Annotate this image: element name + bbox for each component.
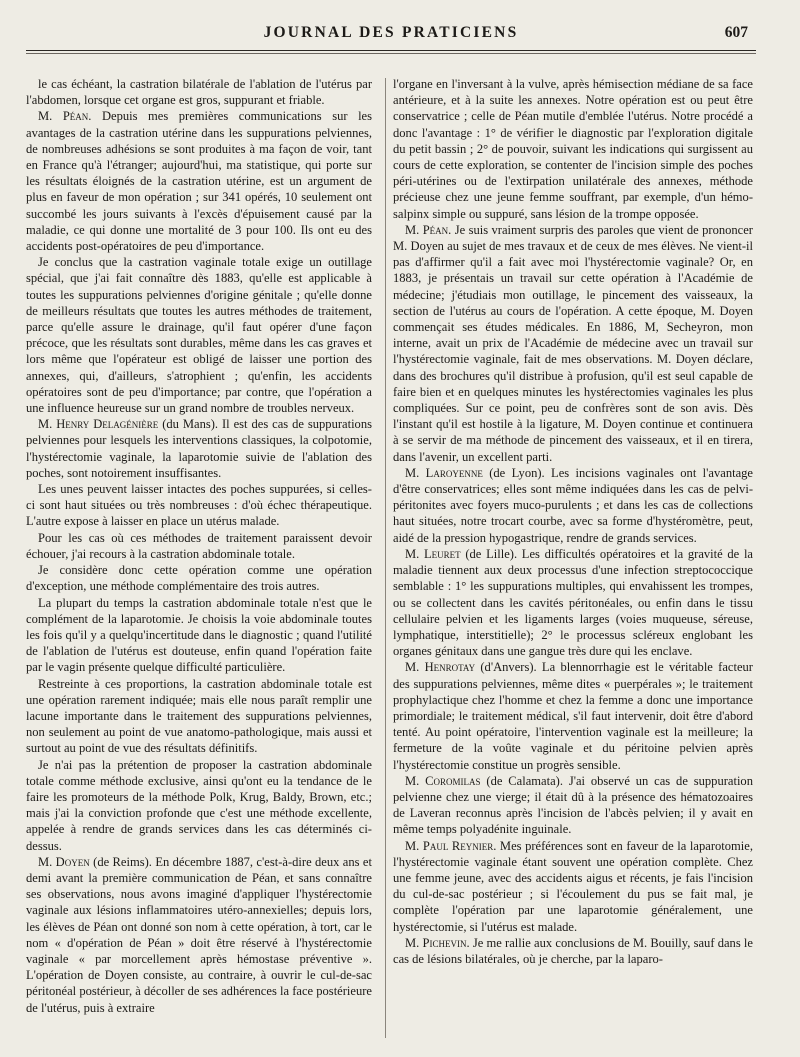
right-column	[393, 76, 753, 967]
paragraph	[393, 773, 753, 838]
paragraph	[393, 222, 753, 465]
paragraph-text: Je conclus que la castration vaginale totale exige un outillage spécial, que j'ai fait connaître dès 1883, qu'elle est applicable à toutes les suppurations pelviennes d'origine génitale ; qu'elle donne de meilleurs résultats que toutes les autres méthodes de traitement, parce qu'elle assure le drainage, qu'il faut opérer d'une façon précoce, que les résultats sont durables, même dans les cas graves et lors même que l'opérateur est obligé de laisser une portion des annexes, qui, d'ailleurs, s'atrophient ; qu'enfin, les accidents opératoires sont de peu d'importance; par contre, que l'opération a une influence heureuse sur un grand nombre de troubles nerveux.	[26, 255, 372, 416]
paragraph-text: le cas échéant, la castration bilatérale de l'ablation de l'utérus par l'abdomen, lorsque cet organe est gros, suppurant et friable.	[26, 77, 372, 108]
paragraph	[26, 676, 372, 757]
paragraph-text: Depuis mes premières communications sur les avantages de la castration utérine dans les suppurations pelviennes, de nombreuses adhésions se sont produites à ma façon de voir, tant en France qu'à l'étranger; aujourd'hui, ma statistique, qui porte sur les résultats éloignés de la castration utérine, est un argument de plus en faveur de mon opération ; sur 341 opérés, 10 seulement ont succombé les jours suivants à l'excès d'épuisement causé par la maladie, ce qui donne une mortalité de 3 pour 100. Ils ont eu des accidents post-opératoires de peu d'importance.	[26, 109, 373, 254]
paragraph	[393, 465, 753, 546]
paragraph-text: Pour les cas où ces méthodes de traitement paraissent devoir échouer, j'ai recours à la castration abdominale totale.	[26, 530, 372, 561]
paragraph	[26, 416, 372, 481]
paragraph	[26, 76, 372, 108]
paragraph	[393, 546, 753, 659]
paragraph-text: Je n'ai pas la prétention de proposer la castration abdominale totale comme méthode exclusive, ainsi qu'ont eu la tendance de le faire les promoteurs de la méthode Polk, Krug, Baldy, Brown, etc.; mais j'ai la conviction profonde que c'est une méthode excellente, appelée à rendre de grands services dans les cas déterminés ci-dessus.	[26, 757, 372, 853]
paragraph	[26, 254, 372, 416]
paragraph	[26, 562, 372, 594]
paragraph-text: Mes préférences sont en faveur de la laparotomie, l'hystérectomie vaginale étant souvent une opération complète. Chez une femme jeune, avec des accidents aigus et récents, je fais l'incision du cul-de-sac postérieur ; si l'écoulement du pus se fait mal, je complète l'opération par une laparotomie généralement, une hystérectomie, si l'utérus est malade.	[393, 838, 753, 934]
paragraph-text: Je me rallie aux conclusions de M. Bouilly, sauf dans le cas de lésions bilatérales, où je cherche, par la laparo-	[393, 935, 753, 966]
paragraph-text: (de Lille). Les difficultés opératoires et la gravité de la maladie tiennent aux deux processus d'une infection streptococcique semblable : 1° les suppurations multiples, qui envahissent les trompes, ou se collectent dans les cavités péritonéales, ou enfin dans le tissu cellulaire pelvien et les ligaments larges (voies muqueuse, séreuse, lymphatique, interstitielle); 2° le processus scléreux englobant les organes génitaux dans une gangue très dure qui les enclave.	[393, 546, 753, 659]
paragraph	[393, 838, 753, 935]
paragraph	[26, 481, 372, 530]
paragraph-text: Restreinte à ces proportions, la castration abdominale totale est une opération rarement indiquée; mais elle nous paraît remplir une lacune importante dans le traitement des suppurations pelviennes, non seulement au point de vue anatomo-pathologique, mais aussi et surtout au point de vue des résultats définitifs.	[26, 676, 372, 756]
header-rule-thin	[26, 53, 756, 54]
paragraph	[393, 76, 753, 222]
speaker-name: M. Laroyenne	[405, 465, 483, 480]
paragraph-text: (du Mans). Il est des cas de suppurations pelviennes pour lesquels les interventions classiques, la colpotomie, l'hystérectomie vaginale, la laparotomie suivie de l'ablation des poches, sont notoirement insuffisantes.	[26, 417, 372, 480]
speaker-name: M. Henrotay	[405, 660, 476, 675]
paragraph-text: Les unes peuvent laisser intactes des poches suppurées, si celles-ci sont haut situées ou très nombreuses : d'où échec thérapeutique. L'autre expose à laisser en place un utérus malade.	[26, 482, 372, 529]
paragraph-text: (de Reims). En décembre 1887, c'est-à-dire deux ans et demi avant la première communication de Péan, et sans connaître ses observations, nous avons imaginé d'appliquer l'hystérectomie vaginale aux lésions inflammatoires utéro-annexielles; depuis lors, les élèves de Péan ont donné son nom à cette opération, à tort, car le nom « d'opération de Péan » doit être réservé à l'hystérectomie vaginale « par morcellement après hémostase préventive ». L'opération de Doyen consiste, au contraire, à ouvrir le cul-de-sac péritonéal postérieur, à décoller de ses adhérences la face postérieure de l'utérus, puis à extraire	[26, 854, 372, 1015]
paragraph-text: Je suis vraiment surpris des paroles que vient de prononcer M. Doyen au sujet de mes travaux et de ceux de mes élèves. Ne vient-il pas d'affirmer qu'il a fait avec moi l'hystérectomie vaginale? Or, en 1883, je présentais un travail sur cette opération à l'Académie de médecine; j'étudiais mon outillage, le pincement des vaisseaux, la section de l'utérus au cours de l'opération. A cette époque, M. Doyen commençait ses études médicales. En 1886, M, Secheyron, mon interne, avait un prix de l'Académie de médecine avec un travail sur l'hystérectomie vaginale, fait de mes observations. M. Doyen déclare, dans des brochures qu'il distribue à profusion, qu'il est seul capable de faire bien et en quelques minutes les hystérectomies vaginales les plus compliquées. Sur ce point, peu de confrères sont de son avis. Dès l'instant qu'il est hostile à la ligature, M. Doyen continue et continuera à se servir de ma méthode de pincement des vaisseaux, et il en tirera, dans l'avenir, un excellent parti.	[393, 222, 753, 464]
paragraph-text: l'organe en l'inversant à la vulve, après hémisection médiane de sa face antérieure, et à la suite les annexes. Notre opération est ou peut être conservatrice ; celle de Péan mutile d'emblée l'utérus. Notre procédé a donc l'avantage : 1° de vérifier le diagnostic par l'exploration digitale du petit bassin ; 2° de pouvoir, suivant les indications qui surgissent au cours de cette exploration, se contenter de l'incision simple des poches péri-utérines ou de l'extirpation unilatérale des annexes, méthode précieuse chez une jeune femme souffrant, par exemple, d'un hémo-salpinx simple ou suppuré, sans lésion de la trompe opposée.	[393, 77, 753, 221]
running-header	[26, 24, 756, 50]
column-divider	[385, 78, 386, 1038]
paragraph	[26, 595, 372, 676]
speaker-name: M. Pichevin.	[405, 935, 470, 950]
speaker-name: M. Péan.	[38, 109, 92, 124]
speaker-name: M. Coromilas	[405, 773, 481, 788]
paragraph	[393, 935, 753, 967]
speaker-name: M. Péan.	[405, 222, 452, 237]
paragraph	[393, 659, 753, 772]
speaker-name: M. Paul Reynier.	[405, 838, 497, 853]
page-number: 607	[724, 24, 748, 41]
left-column	[26, 76, 372, 1016]
journal-title: JOURNAL DES PRATICIENS	[263, 24, 519, 41]
header-rule	[26, 50, 756, 51]
paragraph	[26, 854, 372, 1016]
paragraph-text: (d'Anvers). La blennorrhagie est le véritable facteur des suppurations pelviennes, même dites « puerpérales »; le traitement prophylactique chez l'homme et chez la femme a donc une importance primordiale; le traitement médical, s'il faut intervenir, doit être d'abord tenté. Au point opératoire, l'intervention vaginale est la meilleure; la fermeture de la voûte vaginale et du péritoine pelvien après l'hystérectomie constitue un progrès sensible.	[393, 660, 753, 772]
paragraph	[26, 530, 372, 562]
speaker-name: M. Leuret	[405, 546, 461, 561]
paragraph-text: (de Calamata). J'ai observé un cas de suppuration pelvienne chez une vierge; il était dû à la présence des hématozoaires de Laveran reconnus après l'incision de l'abcès pelvien; il y avait en même temps polyadénite inguinale.	[393, 773, 753, 837]
paragraph-text: La plupart du temps la castration abdominale totale n'est que le complément de la laparotomie. Je choisis la voie abdominale toutes les fois qu'il y a quelqu'incertitude dans le diagnostic ; quand l'utilité de l'ablation de l'utérus est douteuse, enfin quand l'opération faite par le vagin présente quelque difficulté particulière.	[26, 595, 372, 675]
speaker-name: M. Henry Delagénière	[38, 417, 159, 432]
paragraph-text: (de Lyon). Les incisions vaginales ont l'avantage d'être conservatrices; elles sont même indiquées dans les cas de pelvi-péritonites avec foyers muco-purulents ; et dans les cas de collections haut situées, notre trocart courbe, avec sa forme d'hystéromètre, peut, aidé de la pression hypogastrique, rendre de grands services.	[393, 465, 753, 545]
paragraph-text: Je considère donc cette opération comme une opération d'exception, une méthode complémentaire des trois autres.	[26, 563, 372, 594]
paragraph	[26, 108, 372, 254]
paragraph	[26, 757, 372, 854]
speaker-name: M. Doyen	[38, 854, 90, 869]
